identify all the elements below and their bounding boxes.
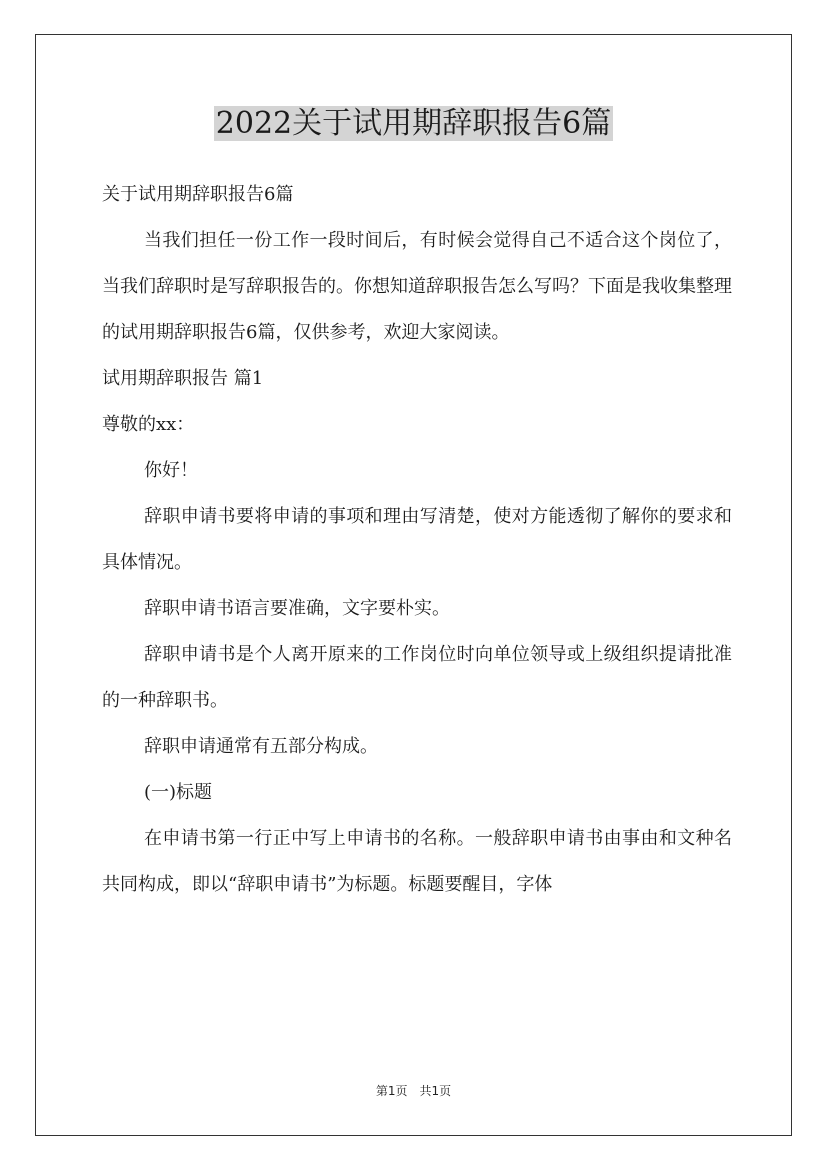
document-body	[102, 172, 732, 908]
greeting-paragraph: 你好！	[144, 460, 198, 481]
body-paragraph: 辞职申请书语言要准确，文字要朴实。	[144, 598, 450, 619]
body-paragraph: 在申请书第一行正中写上申请书的名称。一般辞职申请书由事由和文种名共同构成，即以“辞职申请书”为标题。标题要醒目，字体	[102, 828, 732, 895]
body-paragraph: 辞职申请书是个人离开原来的工作岗位时向单位领导或上级组织提请批准的一种辞职书。	[102, 644, 732, 711]
salutation-paragraph: 尊敬的xx：	[102, 414, 195, 435]
document-title-text: 2022关于试用期辞职报告6篇	[215, 106, 612, 141]
intro-paragraph: 当我们担任一份工作一段时间后，有时候会觉得自己不适合这个岗位了，当我们辞职时是写辞职报告的。你想知道辞职报告怎么写吗？下面是我收集整理的试用期辞职报告6篇，仅供参考，欢迎大家阅读。	[102, 230, 732, 343]
section-heading: 试用期辞职报告 篇1	[102, 368, 264, 389]
body-paragraph: 辞职申请书要将申请的事项和理由写清楚，使对方能透彻了解你的要求和具体情况。	[102, 506, 732, 573]
body-paragraph: 辞职申请通常有五部分构成。	[144, 736, 378, 757]
page-total: 共1页	[419, 1084, 452, 1098]
subsection-heading: (一)标题	[144, 782, 213, 803]
page-number: 第1页	[375, 1084, 408, 1098]
page-footer	[0, 1083, 827, 1099]
document-title	[0, 104, 827, 144]
subtitle-paragraph: 关于试用期辞职报告6篇	[102, 184, 294, 205]
